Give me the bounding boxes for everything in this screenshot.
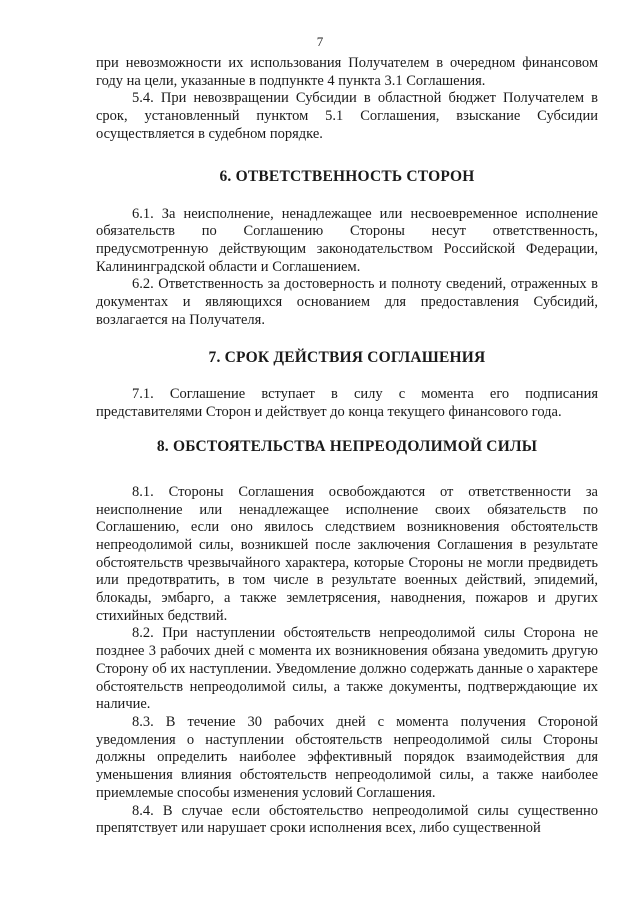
section-8-heading: 8. ОБСТОЯТЕЛЬСТВА НЕПРЕОДОЛИМОЙ СИЛЫ [156, 437, 538, 455]
paragraph-7-1: 7.1. Соглашение вступает в силу с момента его подписания представителями Сторон и действует до конца текущего финансового года. [96, 386, 598, 421]
paragraph-6-2: 6.2. Ответственность за достоверность и полноту сведений, отраженных в документах и являющихся основанием для предоставления Субсидий, возлагается на Получателя. [96, 276, 598, 328]
paragraph-8-1: 8.1. Стороны Соглашения освобождаются от ответственности за неисполнение или ненадлежащее исполнение своих обязательств по Соглашению, если оно явилось следствием возникновения обстоятельств непреодолимой силы, возникшей после заключения Соглашения в результате обстоятельств чрезвычайного характера, которые Стороны не могли предвидеть или предотвратить, в том числе в результате военных действий, эпидемий, блокады, эмбарго, а также землетрясения, наводнения, пожаров и других стихийных бедствий. [96, 483, 598, 624]
paragraph-8-3: 8.3. В течение 30 рабочих дней с момента получения Стороной уведомления о наступлении обстоятельств непреодолимой силы Стороны должны определить наиболее эффективный порядок взаимодействия для уменьшения влияния обстоятельств непреодолимой силы, а также наиболее приемлемые способы изменения условий Соглашения. [96, 713, 598, 801]
document-body [96, 55, 598, 838]
paragraph-5-4: 5.4. При невозвращении Субсидии в областной бюджет Получателем в срок, установленный пунктом 5.1 Соглашения, взыскание Субсидии осуществляется в судебном порядке. [96, 90, 598, 142]
paragraph-8-2: 8.2. При наступлении обстоятельств непреодолимой силы Сторона не позднее 3 рабочих дней с момента их возникновения обязана уведомить другую Сторону об их наступлении. Уведомление должно содержать данные о характере обстоятельств непреодолимой силы, а также документы, подтверждающие их наличие. [96, 625, 598, 713]
section-6-heading: 6. ОТВЕТСТВЕННОСТЬ СТОРОН [219, 167, 475, 185]
paragraph-6-1: 6.1. За неисполнение, ненадлежащее или несвоевременное исполнение обязательств по Соглашению Стороны несут ответственность, предусмотренную действующим законодательством Российской Федерации, Калининградской области и Соглашением. [96, 205, 598, 275]
page-number: 7 [316, 34, 324, 49]
paragraph-8-4: 8.4. В случае если обстоятельство непреодолимой силы существенно препятствует или нарушает сроки исполнения всех, либо существенной [96, 802, 598, 837]
section-7-heading: 7. СРОК ДЕЙСТВИЯ СОГЛАШЕНИЯ [208, 349, 486, 367]
paragraph-continuation: при невозможности их использования Получателем в очередном финансовом году на цели, указанные в подпункте 4 пункта 3.1 Соглашения. [96, 55, 598, 89]
